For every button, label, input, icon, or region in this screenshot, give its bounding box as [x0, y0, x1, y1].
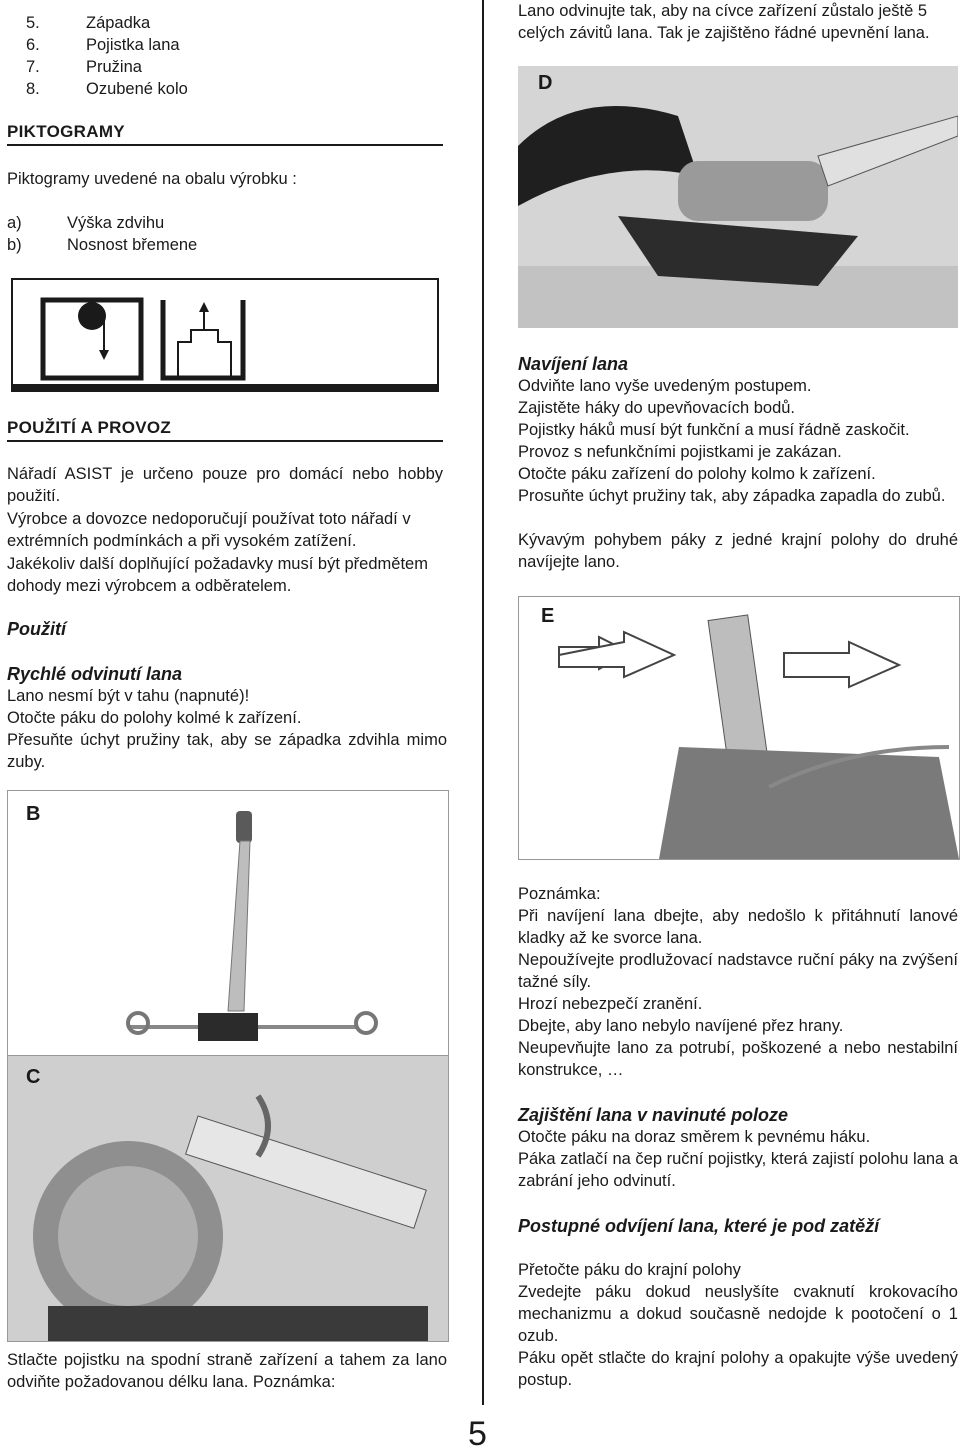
lever-motion-illustration — [519, 597, 959, 859]
quick-unwind-line-2: Otočte páku do polohy kolmé k zařízení. — [7, 709, 302, 727]
winding-line-5: Otočte páku zařízení do polohy kolmo k zařízení. — [518, 465, 876, 483]
note-line-5: Neupevňujte lano za potrubí, poškozené a nebo nestabilní konstrukce, … — [518, 1039, 958, 1079]
list-item: b) Nosnost břemene — [7, 236, 198, 254]
figure-label-c: C — [26, 1066, 41, 1088]
gradual-line-2: Zvedejte páku dokud neuslyšíte cvaknutí krokovacího mechanizmu a dokud současně nedojde k pootočení o 1 ozub. — [518, 1283, 958, 1345]
list-item: 5. Západka — [26, 14, 151, 32]
bottom-left-paragraph: Stlačte pojistku na spodní straně zařízení a tahem za lano odviňte požadovanou délku lana. Poznámka: — [7, 1351, 447, 1391]
figure-label-d: D — [538, 72, 553, 94]
winding-line-7: Kývavým pohybem páky z jedné krajní polohy do druhé navíjejte lano. — [518, 531, 958, 571]
lock-line-2: Páka zatlačí na čep ruční pojistky, která zajistí polohu lana a zabrání jeho odvinutí. — [518, 1150, 958, 1190]
figure-c-photo — [7, 1055, 449, 1342]
pictogram-box — [11, 278, 439, 392]
quick-unwind-title: Rychlé odvinutí lana — [7, 664, 183, 684]
usage-paragraph-3: Jakékoliv další doplňující požadavky musí být předmětem dohody mezi výrobcem a odběratelem. — [7, 555, 428, 595]
note-line-1: Při navíjení lana dbejte, aby nedošlo k přitáhnutí lanové kladky až ke svorce lana. — [518, 907, 958, 947]
winding-line-1: Odviňte lano vyše uvedeným postupem. — [518, 377, 812, 395]
lift-height-pictogram — [13, 280, 437, 392]
column-divider — [482, 0, 484, 1405]
ratchet-mechanism-illustration — [8, 1056, 448, 1341]
lock-line-1: Otočte páku na doraz směrem k pevnému háku. — [518, 1128, 871, 1146]
note-title: Poznámka: — [518, 885, 601, 903]
note-line-2: Nepoužívejte prodlužovací nadstavce ruční páky na zvýšení tažné síly. — [518, 951, 958, 991]
usage-paragraph-1: Nářadí ASIST je určeno pouze pro domácí nebo hobby použití. — [7, 465, 443, 505]
figure-d-photo — [518, 66, 958, 328]
list-item: 7. Pružina — [26, 58, 142, 76]
winding-line-3: Pojistky háků musí být funkční a musí řádně zaskočit. — [518, 421, 910, 439]
winding-line-2: Zajistěte háky do upevňovacích bodů. — [518, 399, 796, 417]
usage-paragraph-2: Výrobce a dovozce nedoporučují používat toto nářadí v extrémních podmínkách a při vysokém zatížení. — [7, 510, 411, 550]
quick-unwind-line-3: Přesuňte úchyt pružiny tak, aby se západka zdvihla mimo zuby. — [7, 731, 447, 771]
section-heading-usage: POUŽITÍ A PROVOZ — [7, 418, 443, 442]
winding-line-4: Provoz s nefunkčními pojistkami je zakázan. — [518, 443, 842, 461]
lock-title: Zajištění lana v navinuté poloze — [518, 1105, 789, 1125]
figure-e-photo — [518, 596, 960, 860]
right-top-paragraph: Lano odvinujte tak, aby na cívce zařízení zůstalo ještě 5 celých závitů lana. Tak je zajištěno řádné upevnění lana. — [518, 2, 930, 42]
hand-on-winch-illustration — [518, 66, 958, 328]
quick-unwind-line-1: Lano nesmí být v tahu (napnuté)! — [7, 687, 250, 705]
list-item: a) Výška zdvihu — [7, 214, 165, 232]
section-heading-pictograms: PIKTOGRAMY — [7, 122, 443, 146]
subheading-usage: Použití — [7, 619, 66, 639]
gradual-line-1: Přetočte páku do krajní polohy — [518, 1261, 741, 1279]
pictograms-list — [7, 212, 197, 256]
list-item: 6. Pojistka lana — [26, 36, 180, 54]
list-item: 8. Ozubené kolo — [26, 80, 188, 98]
note-line-4: Dbejte, aby lano nebylo navíjené přez hrany. — [518, 1017, 844, 1035]
page-number: 5 — [468, 1415, 487, 1453]
gradual-title: Postupné odvíjení lana, které je pod zatěží — [518, 1216, 880, 1236]
winding-title: Navíjení lana — [518, 354, 629, 374]
gradual-line-3: Páku opět stlačte do krajní polohy a opakujte výše uvedený postup. — [518, 1349, 958, 1389]
figure-label-b: B — [26, 803, 41, 825]
figure-label-e: E — [541, 605, 555, 627]
note-line-3: Hrozí nebezpečí zranění. — [518, 995, 703, 1013]
figure-b-photo — [7, 790, 449, 1057]
winding-line-6: Prosuňte úchyt pružiny tak, aby západka zapadla do zubů. — [518, 487, 946, 505]
pictograms-intro: Piktogramy uvedené na obalu výrobku : — [7, 170, 297, 188]
winch-illustration — [8, 791, 448, 1056]
parts-list-continued — [26, 12, 466, 100]
